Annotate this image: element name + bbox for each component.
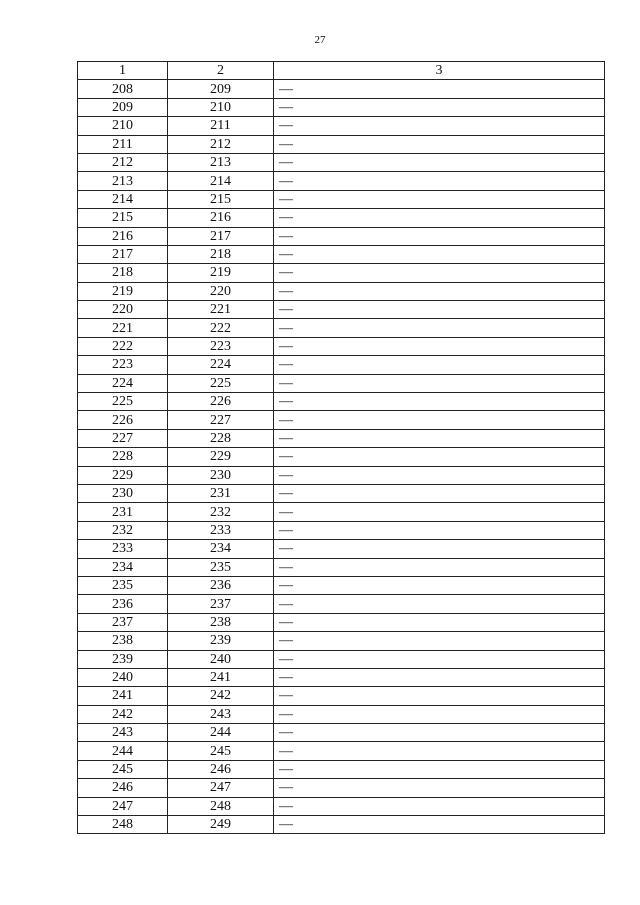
cell-col-1: 217 (78, 245, 168, 263)
table-row (78, 411, 605, 429)
table-row (78, 687, 605, 705)
cell-col-3: — (274, 576, 605, 594)
table-row (78, 245, 605, 263)
cell-col-3: — (274, 209, 605, 227)
table-row (78, 429, 605, 447)
cell-col-3: — (274, 282, 605, 300)
table-row (78, 337, 605, 355)
cell-col-2: 230 (168, 466, 274, 484)
cell-col-2: 245 (168, 742, 274, 760)
cell-col-1: 239 (78, 650, 168, 668)
cell-col-1: 210 (78, 117, 168, 135)
cell-col-2: 241 (168, 668, 274, 686)
cell-col-1: 228 (78, 448, 168, 466)
table-row (78, 448, 605, 466)
cell-col-3: — (274, 337, 605, 355)
table-row (78, 797, 605, 815)
cell-col-2: 235 (168, 558, 274, 576)
table-row (78, 319, 605, 337)
cell-col-3: — (274, 705, 605, 723)
table-row (78, 209, 605, 227)
cell-col-1: 247 (78, 797, 168, 815)
cell-col-3: — (274, 448, 605, 466)
data-table (77, 61, 605, 834)
table-row (78, 356, 605, 374)
cell-col-3: — (274, 816, 605, 834)
cell-col-1: 245 (78, 760, 168, 778)
cell-col-2: 240 (168, 650, 274, 668)
cell-col-1: 243 (78, 724, 168, 742)
cell-col-3: — (274, 98, 605, 116)
cell-col-2: 222 (168, 319, 274, 337)
cell-col-2: 223 (168, 337, 274, 355)
cell-col-3: — (274, 301, 605, 319)
cell-col-3: — (274, 319, 605, 337)
cell-col-1: 248 (78, 816, 168, 834)
table-row (78, 98, 605, 116)
cell-col-1: 208 (78, 80, 168, 98)
column-header-3: 3 (274, 62, 605, 80)
table-row (78, 190, 605, 208)
table-row (78, 282, 605, 300)
cell-col-2: 226 (168, 393, 274, 411)
cell-col-2: 232 (168, 503, 274, 521)
table-body (78, 80, 605, 834)
table-row (78, 117, 605, 135)
cell-col-3: — (274, 668, 605, 686)
cell-col-3: — (274, 521, 605, 539)
cell-col-3: — (274, 135, 605, 153)
cell-col-1: 231 (78, 503, 168, 521)
table-row (78, 816, 605, 834)
cell-col-3: — (274, 613, 605, 631)
cell-col-2: 247 (168, 779, 274, 797)
table-row (78, 632, 605, 650)
cell-col-2: 216 (168, 209, 274, 227)
table-row (78, 742, 605, 760)
table-row (78, 227, 605, 245)
table-row (78, 503, 605, 521)
table-row (78, 135, 605, 153)
cell-col-3: — (274, 650, 605, 668)
cell-col-1: 211 (78, 135, 168, 153)
cell-col-3: — (274, 687, 605, 705)
cell-col-2: 246 (168, 760, 274, 778)
table-row (78, 705, 605, 723)
table-row (78, 484, 605, 502)
cell-col-2: 233 (168, 521, 274, 539)
cell-col-1: 242 (78, 705, 168, 723)
cell-col-1: 232 (78, 521, 168, 539)
cell-col-1: 229 (78, 466, 168, 484)
cell-col-2: 217 (168, 227, 274, 245)
cell-col-2: 224 (168, 356, 274, 374)
cell-col-2: 218 (168, 245, 274, 263)
cell-col-3: — (274, 503, 605, 521)
cell-col-1: 246 (78, 779, 168, 797)
cell-col-3: — (274, 80, 605, 98)
cell-col-1: 213 (78, 172, 168, 190)
cell-col-1: 230 (78, 484, 168, 502)
table-row (78, 595, 605, 613)
table-row (78, 650, 605, 668)
column-header-1: 1 (78, 62, 168, 80)
cell-col-2: 249 (168, 816, 274, 834)
cell-col-1: 224 (78, 374, 168, 392)
cell-col-3: — (274, 172, 605, 190)
table-row (78, 724, 605, 742)
cell-col-3: — (274, 429, 605, 447)
cell-col-1: 216 (78, 227, 168, 245)
table-row (78, 393, 605, 411)
cell-col-3: — (274, 374, 605, 392)
cell-col-2: 212 (168, 135, 274, 153)
cell-col-1: 238 (78, 632, 168, 650)
cell-col-3: — (274, 540, 605, 558)
cell-col-2: 228 (168, 429, 274, 447)
cell-col-2: 213 (168, 153, 274, 171)
cell-col-2: 211 (168, 117, 274, 135)
cell-col-1: 209 (78, 98, 168, 116)
cell-col-3: — (274, 117, 605, 135)
cell-col-3: — (274, 558, 605, 576)
cell-col-2: 231 (168, 484, 274, 502)
cell-col-1: 227 (78, 429, 168, 447)
table-row (78, 668, 605, 686)
cell-col-1: 222 (78, 337, 168, 355)
cell-col-2: 225 (168, 374, 274, 392)
cell-col-1: 234 (78, 558, 168, 576)
table-row (78, 153, 605, 171)
cell-col-3: — (274, 356, 605, 374)
cell-col-2: 214 (168, 172, 274, 190)
cell-col-1: 212 (78, 153, 168, 171)
cell-col-1: 220 (78, 301, 168, 319)
table-row (78, 540, 605, 558)
cell-col-2: 215 (168, 190, 274, 208)
cell-col-2: 244 (168, 724, 274, 742)
cell-col-2: 219 (168, 264, 274, 282)
table-row (78, 521, 605, 539)
cell-col-3: — (274, 724, 605, 742)
cell-col-3: — (274, 393, 605, 411)
cell-col-2: 237 (168, 595, 274, 613)
cell-col-1: 244 (78, 742, 168, 760)
table-row (78, 760, 605, 778)
table-header (78, 62, 605, 80)
cell-col-2: 221 (168, 301, 274, 319)
cell-col-2: 239 (168, 632, 274, 650)
table-row (78, 466, 605, 484)
cell-col-2: 229 (168, 448, 274, 466)
cell-col-3: — (274, 190, 605, 208)
cell-col-1: 240 (78, 668, 168, 686)
cell-col-3: — (274, 227, 605, 245)
table-row (78, 613, 605, 631)
cell-col-2: 210 (168, 98, 274, 116)
cell-col-3: — (274, 632, 605, 650)
cell-col-2: 220 (168, 282, 274, 300)
cell-col-1: 221 (78, 319, 168, 337)
table-row (78, 576, 605, 594)
cell-col-1: 235 (78, 576, 168, 594)
cell-col-1: 223 (78, 356, 168, 374)
cell-col-2: 227 (168, 411, 274, 429)
cell-col-1: 225 (78, 393, 168, 411)
table-row (78, 301, 605, 319)
cell-col-1: 215 (78, 209, 168, 227)
cell-col-2: 242 (168, 687, 274, 705)
cell-col-3: — (274, 411, 605, 429)
table-row (78, 80, 605, 98)
cell-col-3: — (274, 779, 605, 797)
cell-col-3: — (274, 245, 605, 263)
cell-col-1: 233 (78, 540, 168, 558)
cell-col-2: 236 (168, 576, 274, 594)
cell-col-2: 234 (168, 540, 274, 558)
cell-col-3: — (274, 153, 605, 171)
cell-col-2: 238 (168, 613, 274, 631)
cell-col-1: 218 (78, 264, 168, 282)
table-row (78, 558, 605, 576)
cell-col-1: 226 (78, 411, 168, 429)
cell-col-3: — (274, 595, 605, 613)
cell-col-2: 243 (168, 705, 274, 723)
table-row (78, 172, 605, 190)
table-row (78, 374, 605, 392)
cell-col-1: 241 (78, 687, 168, 705)
cell-col-1: 214 (78, 190, 168, 208)
cell-col-3: — (274, 466, 605, 484)
cell-col-3: — (274, 484, 605, 502)
cell-col-2: 209 (168, 80, 274, 98)
cell-col-1: 236 (78, 595, 168, 613)
header-row (78, 62, 605, 80)
cell-col-3: — (274, 797, 605, 815)
cell-col-3: — (274, 742, 605, 760)
column-header-2: 2 (168, 62, 274, 80)
cell-col-1: 237 (78, 613, 168, 631)
cell-col-2: 248 (168, 797, 274, 815)
table-row (78, 779, 605, 797)
cell-col-3: — (274, 264, 605, 282)
page-number: 27 (314, 34, 326, 46)
cell-col-3: — (274, 760, 605, 778)
cell-col-1: 219 (78, 282, 168, 300)
table-row (78, 264, 605, 282)
